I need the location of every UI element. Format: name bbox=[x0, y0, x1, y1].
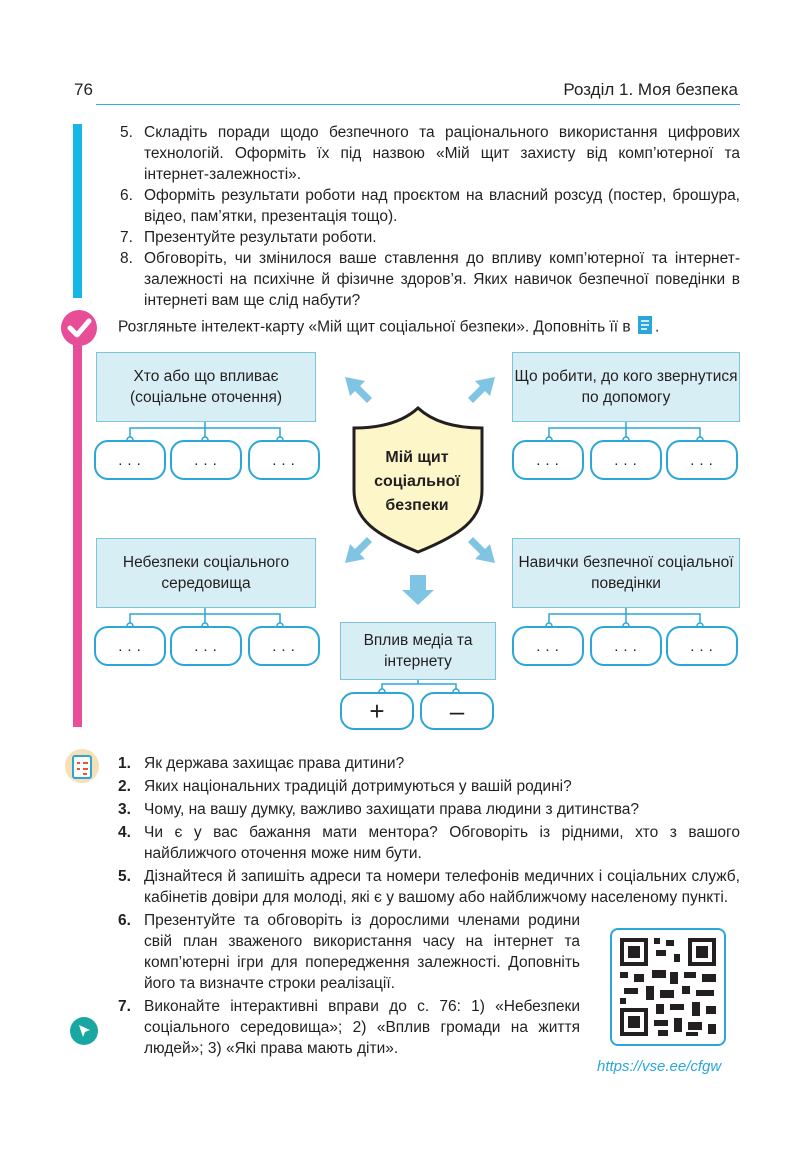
mindmap-node-media-influence: Вплив медіа та інтернету bbox=[340, 622, 496, 680]
interactive-cursor-icon bbox=[70, 1017, 98, 1045]
plus-pill[interactable]: + bbox=[340, 692, 414, 730]
mindmap-center: Мій щит соціальної безпеки bbox=[374, 449, 460, 514]
placeholder-pill[interactable]: ... bbox=[666, 626, 738, 666]
mindmap-node-social-environment: Хто або що впливає (соціальне оточення) bbox=[96, 352, 316, 422]
placeholder-pill[interactable]: ... bbox=[248, 440, 320, 480]
qr-code[interactable] bbox=[610, 928, 726, 1046]
mindmap-node-safe-skills: Навички безпечної соціальної поведінки bbox=[512, 538, 740, 608]
list-item: 5. Дізнайтеся й запишіть адреси та номери телефонів медичних і соціальних служб, кабінетів довіри для молоді, які є у вашому або найближчому населеному пункті. bbox=[118, 868, 740, 906]
list-item: 6. Презентуйте та обговоріть із дорослими членами родини свій план зваженого використання часу на інтернет та комп’ютерні ігри для попередження залежності. Доповніть його та визначте строки реалізації. bbox=[118, 912, 580, 992]
placeholder-pill[interactable]: ... bbox=[248, 626, 320, 666]
placeholder-pill[interactable]: ... bbox=[666, 440, 738, 480]
questions-icon bbox=[64, 748, 100, 784]
list-item: 8. Обговоріть, чи змінилося ваше ставлення до впливу комп’ютерної та інтернет-залежності на психічне й фізичне здоров’я. Яких навичок безпечної поведінки в інтернеті вам ще слід набути? bbox=[120, 250, 740, 309]
list-item: 3. Чому, на вашу думку, важливо захищати права людини з дитинства? bbox=[118, 801, 640, 818]
placeholder-pill[interactable]: ... bbox=[512, 440, 584, 480]
placeholder-pill[interactable]: ... bbox=[94, 440, 166, 480]
list-item: 2. Яких національних традицій дотримуються у вашій родині? bbox=[118, 778, 572, 795]
list-item: 7. Презентуйте результати роботи. bbox=[120, 229, 377, 246]
placeholder-pill[interactable]: ... bbox=[590, 626, 662, 666]
mindmap-intro: Розгляньте інтелект-карту «Мій щит соціальної безпеки». Доповніть її в . bbox=[118, 315, 659, 340]
section-title: Розділ 1. Моя безпека bbox=[563, 80, 738, 99]
placeholder-pill[interactable]: ... bbox=[94, 626, 166, 666]
list-item: 6. Оформіть результати роботи над проєктом на власний розсуд (постер, брошура, відео, пам’ятки, презентація тощо). bbox=[120, 187, 740, 225]
minus-pill[interactable]: – bbox=[420, 692, 494, 730]
mindmap-node-get-help: Що робити, до кого звернутися по допомогу bbox=[512, 352, 740, 422]
qr-url[interactable]: https://vse.ee/cfgw bbox=[597, 1058, 722, 1075]
placeholder-pill[interactable]: ... bbox=[170, 440, 242, 480]
list-item: 4. Чи є у вас бажання мати ментора? Обговоріть із рідними, хто з вашого найближчого оточення може ним бути. bbox=[118, 824, 740, 862]
mindmap-node-social-dangers: Небезпеки соціального середовища bbox=[96, 538, 316, 608]
placeholder-pill[interactable]: ... bbox=[590, 440, 662, 480]
list-item: 5. Складіть поради щодо безпечного та раціонального використання цифрових технологій. Оформіть їх під назвою «Мій щит захисту від комп’ютерної та інтернет-залежності». bbox=[120, 124, 740, 183]
page-number: 76 bbox=[74, 80, 93, 99]
placeholder-pill[interactable]: ... bbox=[512, 626, 584, 666]
list-item: 1. Як держава захищає права дитини? bbox=[118, 755, 405, 772]
list-item: 7. Виконайте інтерактивні вправи до с. 76: 1) «Небезпеки соціального середовища»; 2) «Вплив громади на життя людей»; 3) «Які права мають діти». bbox=[118, 998, 580, 1057]
placeholder-pill[interactable]: ... bbox=[170, 626, 242, 666]
